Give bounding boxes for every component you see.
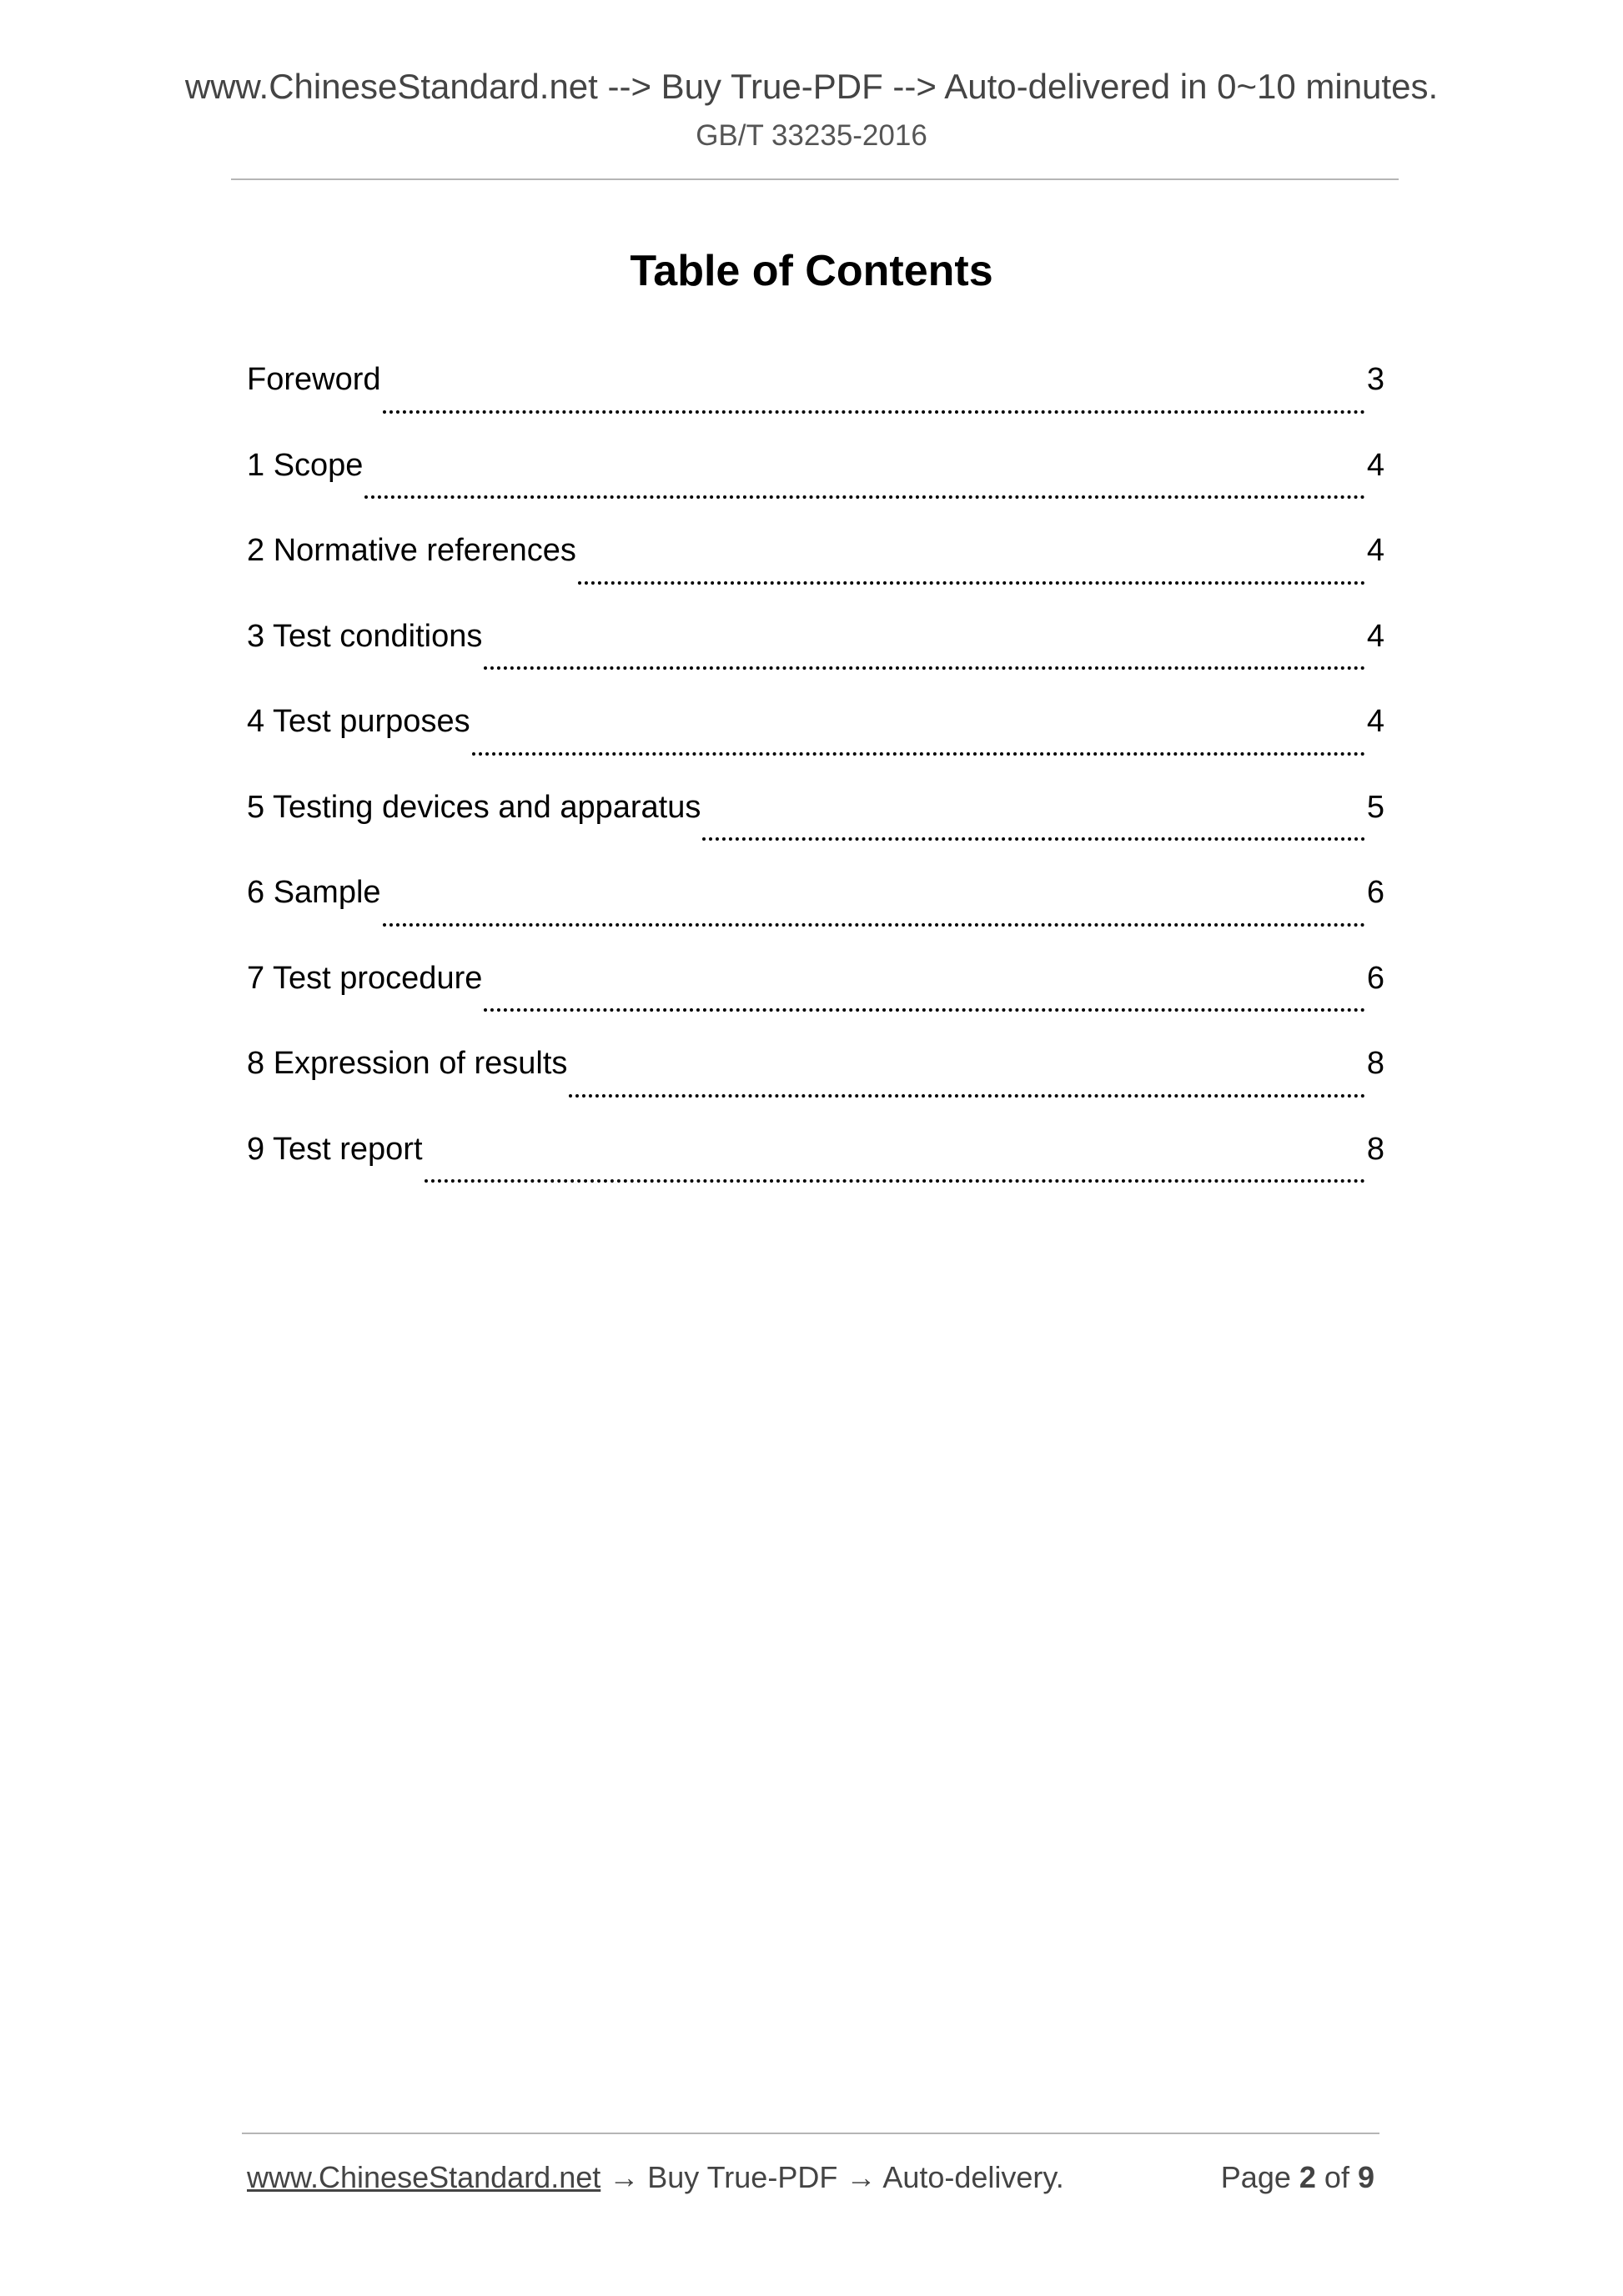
toc-leader-dots xyxy=(425,1178,1365,1183)
toc-leader-dots xyxy=(383,922,1365,927)
header-banner: www.ChineseStandard.net --> Buy True-PDF --> Auto-delivered in 0~10 minutes. xyxy=(184,67,1439,106)
toc-leader-dots xyxy=(472,751,1365,756)
toc-entry-page: 8 xyxy=(1366,1046,1384,1081)
toc-entry-label: 8 Expression of results xyxy=(247,1046,568,1081)
toc-entry-page: 4 xyxy=(1366,704,1384,739)
of-label: of xyxy=(1324,2160,1349,2194)
toc-entry-test-procedure[interactable] xyxy=(247,953,1384,1039)
page-indicator xyxy=(1221,2154,1374,2201)
toc-entry-label: 3 Test conditions xyxy=(247,618,483,654)
total-pages-number: 9 xyxy=(1357,2160,1374,2194)
toc-entry-page: 6 xyxy=(1366,960,1384,996)
current-page-number: 2 xyxy=(1299,2160,1316,2194)
toc-entry-test-report[interactable] xyxy=(247,1124,1384,1210)
header-divider xyxy=(231,178,1399,180)
toc-leader-dots xyxy=(578,580,1365,585)
toc-entry-test-purposes[interactable] xyxy=(247,696,1384,782)
footer-site-link[interactable]: www.ChineseStandard.net xyxy=(247,2160,601,2194)
toc-entry-page: 6 xyxy=(1366,875,1384,910)
toc-entry-label: 7 Test procedure xyxy=(247,960,483,996)
toc-entry-label: Foreword xyxy=(247,362,381,397)
toc-entry-page: 4 xyxy=(1366,618,1384,654)
toc-entry-normative-references[interactable] xyxy=(247,525,1384,611)
toc-entry-scope[interactable] xyxy=(247,440,1384,526)
toc-entry-page: 4 xyxy=(1366,533,1384,568)
toc-entry-label: 6 Sample xyxy=(247,875,381,910)
toc-leader-dots xyxy=(484,666,1364,670)
toc-entry-label: 1 Scope xyxy=(247,447,364,483)
toc-entry-label: 2 Normative references xyxy=(247,533,576,568)
footer-tagline: → Buy True-PDF → Auto-delivery. xyxy=(600,2160,1064,2194)
footer-tagline-group xyxy=(247,2154,1064,2201)
toc-leader-dots xyxy=(383,409,1365,414)
toc-entry-page: 3 xyxy=(1366,362,1384,397)
toc-entry-page: 4 xyxy=(1366,447,1384,483)
toc-list xyxy=(247,354,1384,1209)
toc-entry-expression-of-results[interactable] xyxy=(247,1038,1384,1124)
toc-entry-sample[interactable] xyxy=(247,867,1384,953)
toc-entry-testing-devices[interactable] xyxy=(247,782,1384,868)
toc-entry-test-conditions[interactable] xyxy=(247,611,1384,697)
toc-entry-label: 4 Test purposes xyxy=(247,704,470,739)
toc-entry-label: 5 Testing devices and apparatus xyxy=(247,789,701,825)
toc-leader-dots xyxy=(569,1093,1364,1098)
toc-leader-dots xyxy=(484,1007,1364,1012)
toc-title: Table of Contents xyxy=(630,247,993,295)
toc-entry-label: 9 Test report xyxy=(247,1131,423,1167)
toc-entry-page: 8 xyxy=(1366,1131,1384,1167)
toc-leader-dots xyxy=(702,837,1365,841)
toc-leader-dots xyxy=(364,495,1364,499)
toc-entry-page: 5 xyxy=(1366,789,1384,825)
page-footer xyxy=(247,2154,1374,2201)
page-label: Page xyxy=(1220,2160,1291,2194)
toc-entry-foreword[interactable] xyxy=(247,354,1384,440)
footer-divider xyxy=(242,2133,1379,2134)
standard-code: GB/T 33235-2016 xyxy=(696,119,927,152)
